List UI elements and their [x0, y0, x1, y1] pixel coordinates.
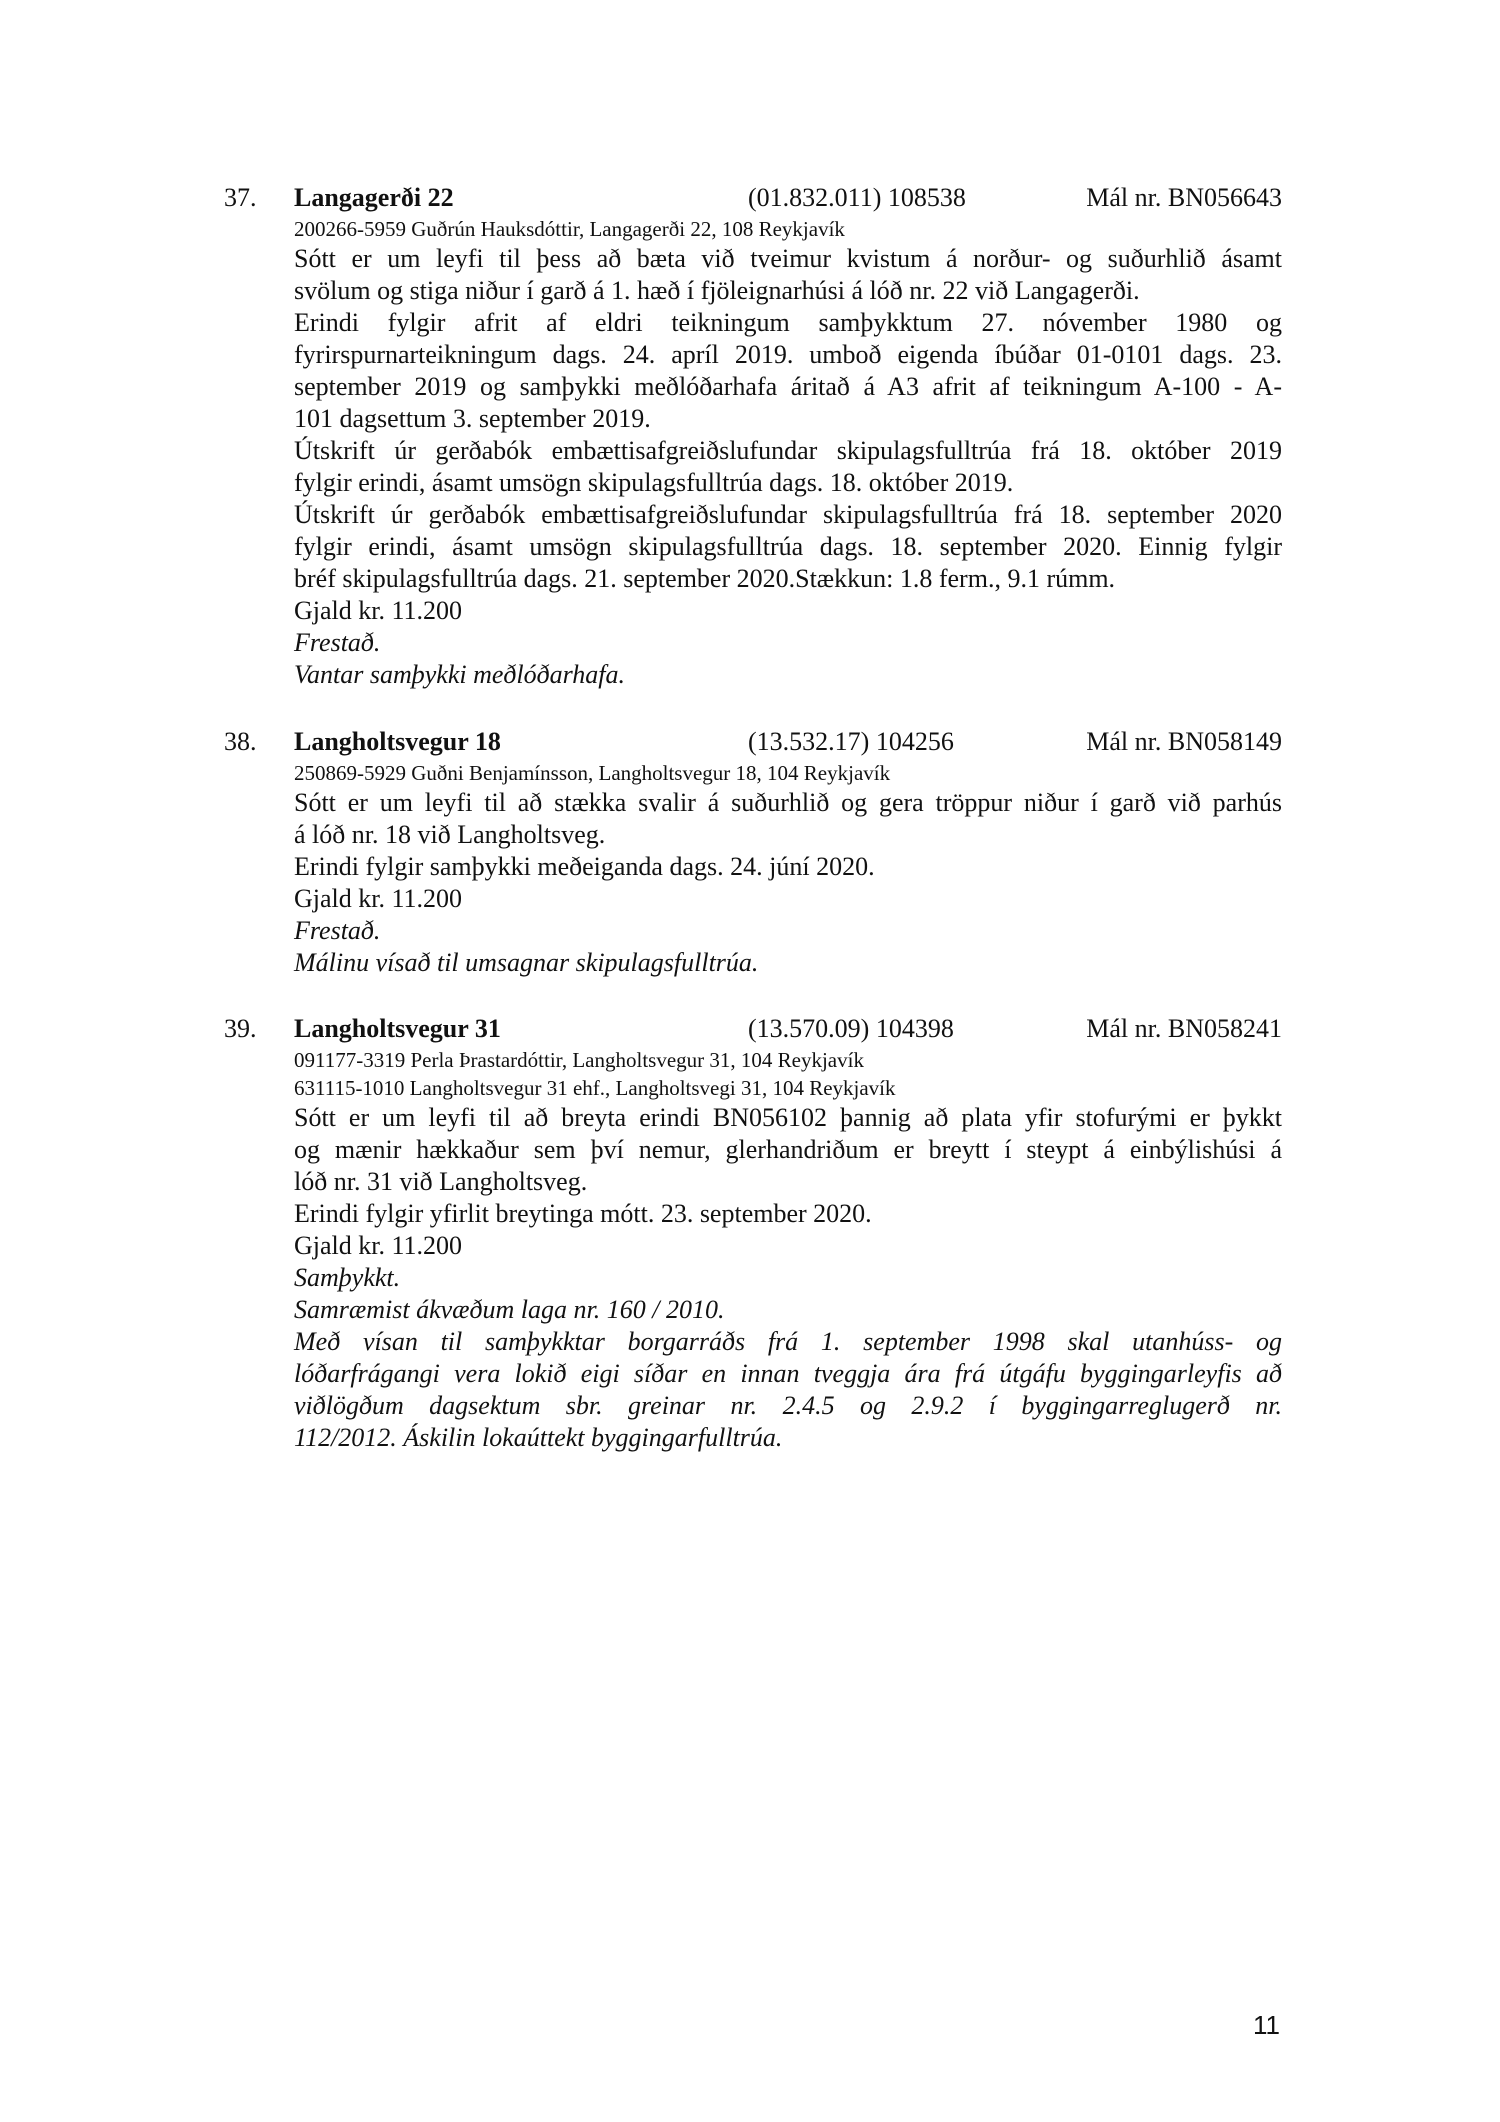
decision-line: Samræmist ákvæðum laga nr. 160 / 2010.: [294, 1295, 725, 1324]
description-line: fylgir erindi, ásamt umsögn skipulagsfulltrúa dags. 18. september 2020. Einnig fylgir: [294, 532, 1282, 561]
decision-line: lóðarfrágangi vera lokið eigi síðar en innan tveggja ára frá útgáfu byggingarleyfis að: [294, 1359, 1282, 1388]
entry-body: [294, 759, 1282, 979]
case-number: Mál nr. BN056643: [1086, 183, 1282, 212]
applicant-line: 250869-5929 Guðni Benjamínsson, Langholtsvegur 18, 104 Reykjavík: [294, 761, 891, 785]
page-number: 11: [1253, 2010, 1280, 2040]
entry-number: 39.: [224, 1014, 257, 1043]
description-line: lóð nr. 31 við Langholtsveg.: [294, 1167, 588, 1196]
fee-line: Gjald kr. 11.200: [294, 596, 463, 625]
description-line: á lóð nr. 18 við Langholtsveg.: [294, 820, 606, 849]
fee-line: Gjald kr. 11.200: [294, 884, 463, 913]
description-line: Erindi fylgir yfirlit breytinga mótt. 23. september 2020.: [294, 1199, 872, 1228]
case-number: Mál nr. BN058241: [1086, 1014, 1282, 1043]
entry-body: [294, 215, 1282, 691]
entry-body: [294, 1046, 1282, 1454]
entry-header: [224, 1012, 1282, 1046]
entry-header: [224, 725, 1282, 759]
entry-number: 37.: [224, 183, 257, 212]
property-address: Langholtsvegur 31: [294, 1014, 501, 1043]
case-entry-37: [224, 181, 1282, 691]
applicant-line: 200266-5959 Guðrún Hauksdóttir, Langagerði 22, 108 Reykjavík: [294, 217, 845, 241]
description-line: Sótt er um leyfi til að stækka svalir á suðurhlið og gera tröppur niður í garð við parhús: [294, 788, 1282, 817]
description-line: Erindi fylgir samþykki meðeiganda dags. 24. júní 2020.: [294, 852, 875, 881]
entry-header: [224, 181, 1282, 215]
description-line: Útskrift úr gerðabók embættisafgreiðslufundar skipulagsfulltrúa frá 18. október 2019: [294, 436, 1282, 465]
property-reference: (13.570.09) 104398: [748, 1014, 954, 1043]
decision-line: Frestað.: [294, 628, 381, 657]
entry-number: 38.: [224, 727, 257, 756]
fee-line: Gjald kr. 11.200: [294, 1231, 463, 1260]
description-line: Sótt er um leyfi til að breyta erindi BN056102 þannig að plata yfir stofurými er þykkt: [294, 1103, 1282, 1132]
case-number: Mál nr. BN058149: [1086, 727, 1282, 756]
decision-line: Frestað.: [294, 916, 381, 945]
description-line: og mænir hækkaður sem því nemur, glerhandriðum er breytt í steypt á einbýlishúsi á: [294, 1135, 1282, 1164]
case-entry-38: [224, 725, 1282, 979]
decision-line: Með vísan til samþykktar borgarráðs frá 1. september 1998 skal utanhúss- og: [294, 1327, 1282, 1356]
description-line: Erindi fylgir afrit af eldri teikningum samþykktum 27. nóvember 1980 og: [294, 308, 1282, 337]
description-line: fylgir erindi, ásamt umsögn skipulagsfulltrúa dags. 18. október 2019.: [294, 468, 1014, 497]
property-address: Langholtsvegur 18: [294, 727, 501, 756]
description-line: bréf skipulagsfulltrúa dags. 21. september 2020.Stækkun: 1.8 ferm., 9.1 rúmm.: [294, 564, 1116, 593]
description-line: Sótt er um leyfi til þess að bæta við tveimur kvistum á norður- og suðurhlið ásamt: [294, 244, 1282, 273]
decision-line: Málinu vísað til umsagnar skipulagsfulltrúa.: [294, 948, 759, 977]
decision-line: Samþykkt.: [294, 1263, 401, 1292]
decision-line: viðlögðum dagsektum sbr. greinar nr. 2.4.5 og 2.9.2 í byggingarreglugerð nr.: [294, 1391, 1282, 1420]
applicant-line: 631115-1010 Langholtsvegur 31 ehf., Langholtsvegi 31, 104 Reykjavík: [294, 1076, 896, 1100]
description-line: Útskrift úr gerðabók embættisafgreiðslufundar skipulagsfulltrúa frá 18. september 2020: [294, 500, 1282, 529]
decision-line: 112/2012. Áskilin lokaúttekt byggingarfulltrúa.: [294, 1423, 783, 1452]
description-line: 101 dagsettum 3. september 2019.: [294, 404, 651, 433]
decision-line: Vantar samþykki meðlóðarhafa.: [294, 660, 625, 689]
description-line: svölum og stiga niður í garð á 1. hæð í fjöleignarhúsi á lóð nr. 22 við Langagerði.: [294, 276, 1140, 305]
applicant-line: 091177-3319 Perla Þrastardóttir, Langholtsvegur 31, 104 Reykjavík: [294, 1048, 864, 1072]
property-reference: (01.832.011) 108538: [748, 183, 966, 212]
property-address: Langagerði 22: [294, 183, 454, 212]
description-line: september 2019 og samþykki meðlóðarhafa áritað á A3 afrit af teikningum A-100 - A-: [294, 372, 1282, 401]
case-entry-39: [224, 1012, 1282, 1454]
property-reference: (13.532.17) 104256: [748, 727, 954, 756]
description-line: fyrirspurnarteikningum dags. 24. apríl 2019. umboð eigenda íbúðar 01-0101 dags. 23.: [294, 340, 1282, 369]
